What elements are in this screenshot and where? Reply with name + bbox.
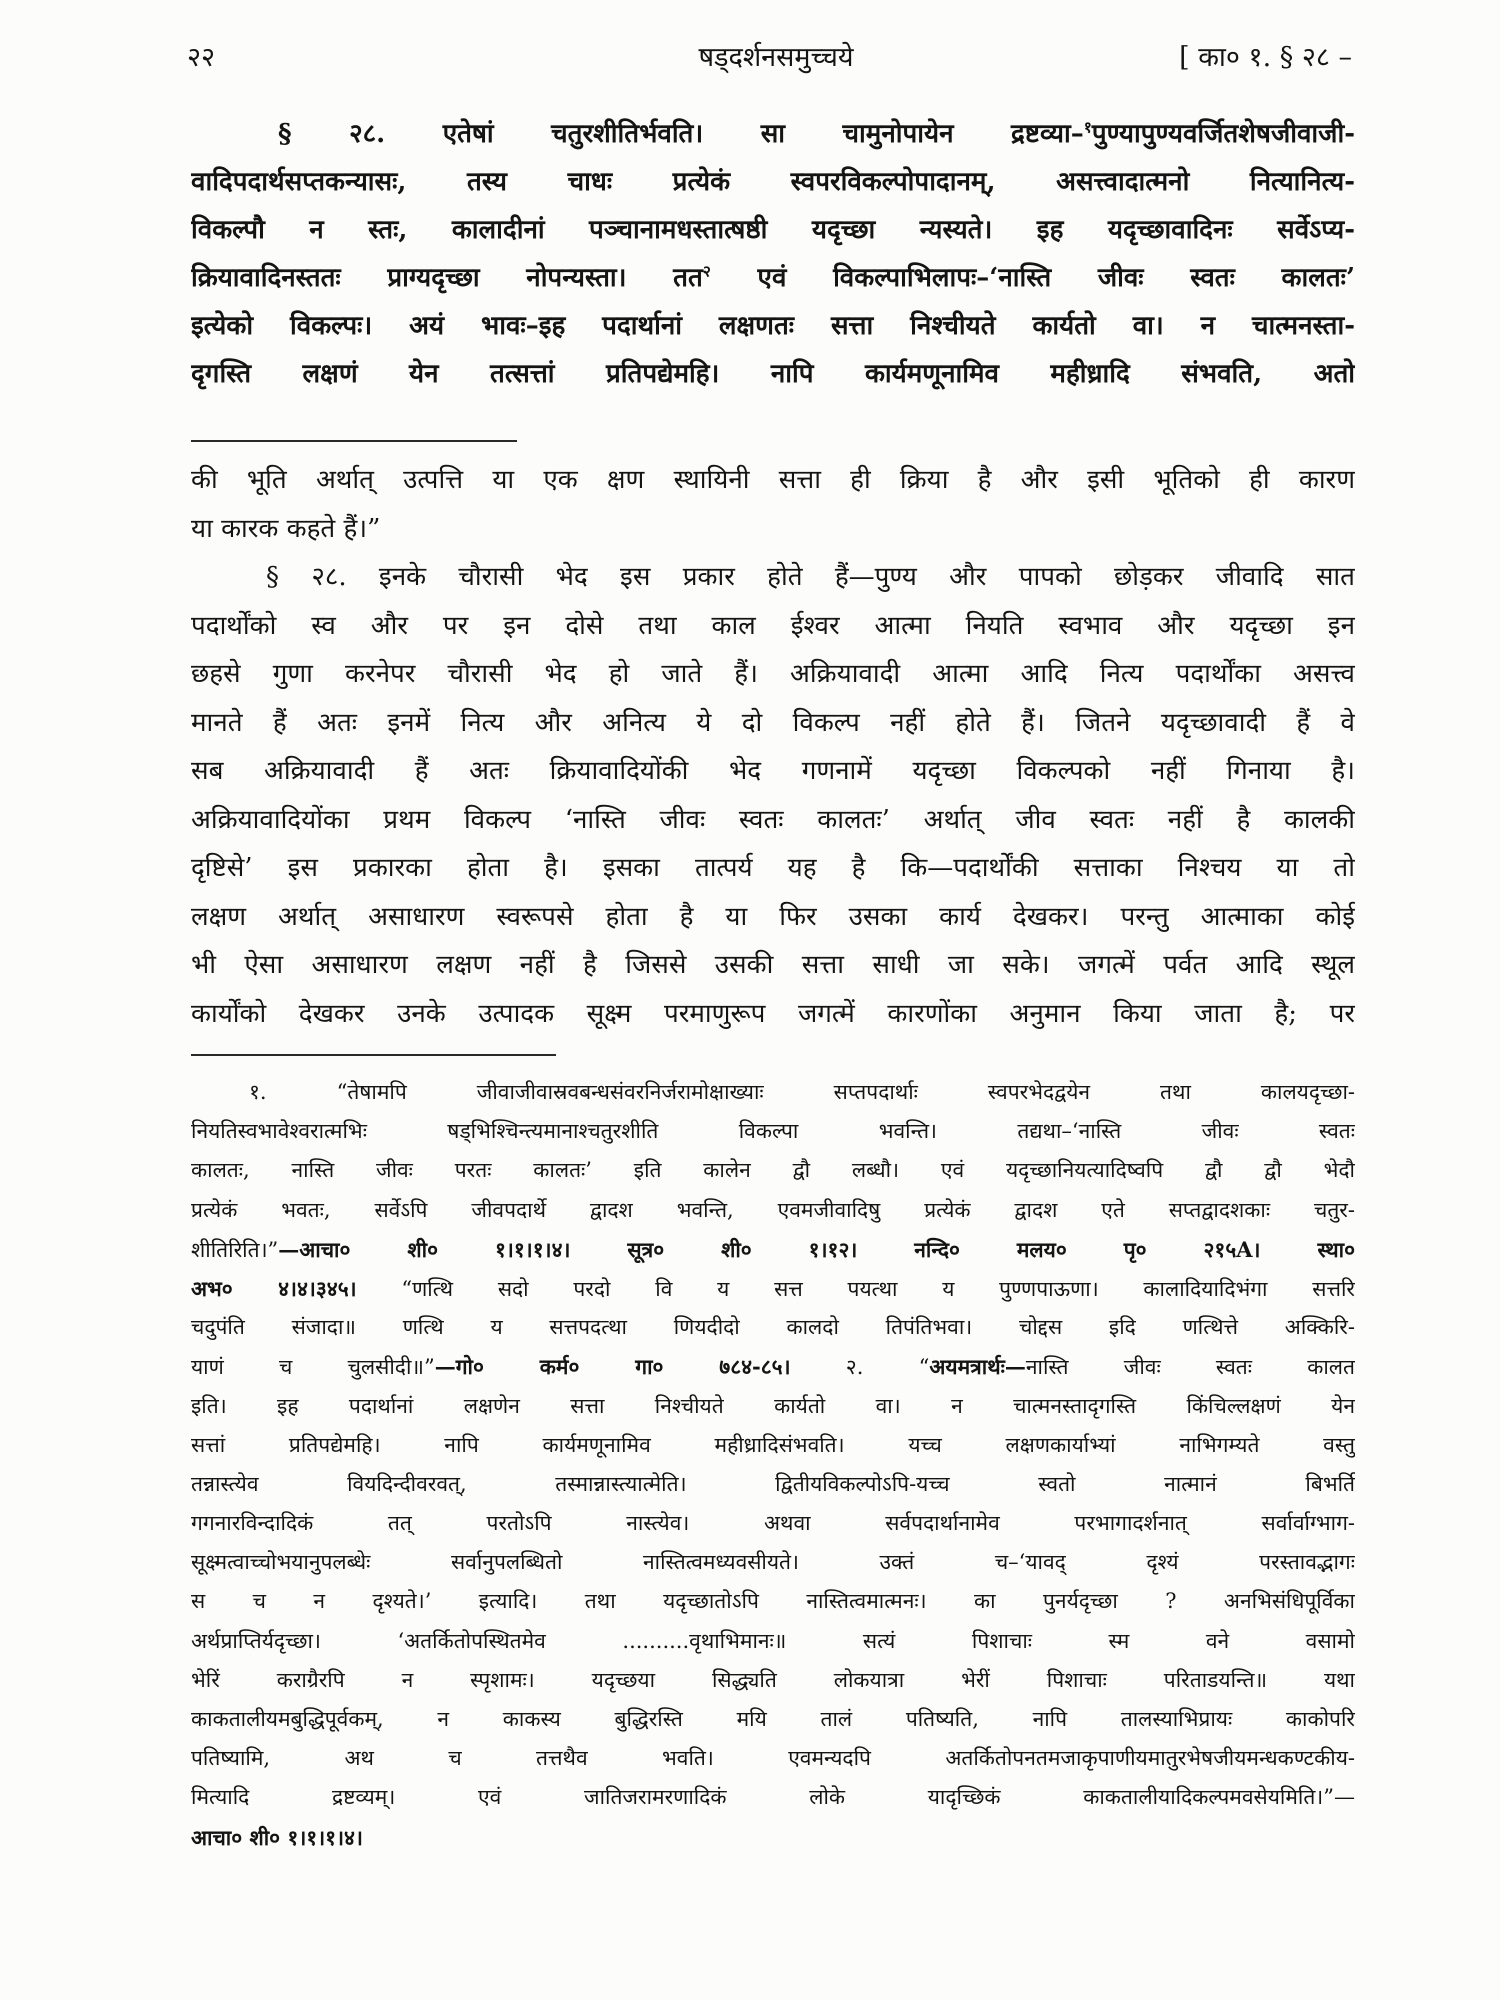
sanskrit-commentary (191, 110, 1355, 398)
line-text: “णत्थि सदो परदो वि य सत्त पयत्था य पुण्णपाऊणा। कालादियादिभंगा सत्तरि (356, 1276, 1355, 1301)
citation: अभ० ४।४।३४५। (191, 1275, 357, 1301)
footnote-divider (191, 1054, 556, 1056)
footnote-line: नियतिस्वभावेश्वरात्मभिः षड्भिश्चिन्त्यमानाश्चतुरशीति विकल्पा भवन्ति। तद्यथा–‘नास्ति जीवः स्वतः (191, 1119, 1355, 1144)
hindi-line: या कारक कहते हैं।” (191, 513, 381, 544)
citation: —गो० कर्म० गा० ७८४-८५। (434, 1354, 791, 1380)
footnote-line: सूक्ष्मत्वाच्चोभयानुपलब्धेः सर्वानुपलब्धितो नास्तित्वमध्यवसीयते। उक्तं च–‘यावद् दृश्यं परस्तावद्भागः (191, 1550, 1355, 1575)
footnote-line: चदुपंति संजादा॥ णत्थि य सत्तपदत्था णियदीदो कालदो तिपंतिभवा। चोद्दस इदि णत्थित्ते अक्किरि- (191, 1315, 1355, 1340)
footnote-line: प्रत्येकं भवतः, सर्वेऽपि जीवपदार्थे द्वादश भवन्ति, एवमजीवादिषु प्रत्येकं द्वादश एते सप्तद्वादशकाः चतुर- (191, 1197, 1355, 1222)
footnote-line (191, 1269, 1355, 1308)
footnote-line: इति। इह पदार्थानां लक्षणेन सत्ता निश्चीयते कार्यतो वा। न चात्मनस्तादृगस्ति किंचिल्लक्षणं येन (191, 1393, 1355, 1418)
sanskrit-line (191, 110, 1355, 158)
footnote-line: भेरिं कराग्रैरपि न स्पृशामः। यदृच्छया सिद्ध्यति लोकयात्रा भेरीं पिशाचाः परिताडयन्ति॥ यथा (191, 1667, 1355, 1692)
hindi-line: लक्षण अर्थात् असाधारण स्वरूपसे होता है या फिर उसका कार्य देखकर। परन्तु आत्माका कोई (191, 901, 1355, 932)
hindi-line: की भूति अर्थात् उत्पत्ति या एक क्षण स्थायिनी सत्ता ही क्रिया है और इसी भूतिको ही कारण (191, 465, 1355, 495)
hindi-line: अक्रियावादियोंका प्रथम विकल्प ‘नास्ति जीवः स्वतः कालतः’ अर्थात् जीव स्वतः नहीं है कालकी (191, 804, 1355, 835)
section-reference: [ का० १. § २८ – (1179, 42, 1352, 73)
footnote-line: सत्तां प्रतिपद्येमहि। नापि कार्यमणूनामिव महीध्रादिसंभवति। यच्च लक्षणकार्याभ्यां नाभिगम्यते वस्तु (191, 1432, 1355, 1457)
footnote-number: २. “ (790, 1355, 930, 1380)
hindi-translation (191, 456, 1355, 1038)
sanskrit-line: विकल्पौ न स्तः, कालादीनां पञ्चानामधस्तात्षष्ठी यदृच्छा न्यस्यते। इह यदृच्छावादिनः सर्वेऽप्य- (191, 215, 1355, 245)
section-divider (191, 440, 517, 442)
footnote-line: गगनारविन्दादिकं तत् परतोऽपि नास्त्येव। अथवा सर्वपदार्थानामेव परभागादर्शनात् सर्वार्वाग्भाग- (191, 1511, 1355, 1536)
citation: —आचा० शी० १।१।१।४। सूत्र० शी० १।१२। नन्दि० मलय० पृ० २१५A। स्था० (278, 1236, 1355, 1262)
footnote-line: पतिष्यामि, अथ च तत्तथैव भवति। एवमन्यदपि अतर्कितोपनतमजाकृपाणीयमातुरभेषजीयमन्धकण्टकीय- (191, 1746, 1355, 1771)
footnote-line: काकतालीयमबुद्धिपूर्वकम्, न काकस्य बुद्धिरस्ति मयि तालं पतिष्यति, नापि तालस्याभिप्रायः काकोपरि (191, 1707, 1355, 1731)
footnote-line: स च न दृश्यते।’ इत्यादि। तथा यदृच्छातोऽपि नास्तित्वमात्मनः। का पुनर्यदृच्छा ? अनभिसंधिपूर्विका (191, 1589, 1355, 1614)
footnote-ref-marker: १ (1083, 117, 1092, 137)
hindi-line: पदार्थोंको स्व और पर इन दोसे तथा काल ईश्वर आत्मा नियति स्वभाव और यदृच्छा इन (191, 610, 1355, 641)
footnote-line: तन्नास्त्येव वियदिन्दीवरवत्, तस्मान्नास्त्यात्मेति। द्वितीयविकल्पोऽपि-यच्च स्वतो नात्मानं बिभर्ति (191, 1471, 1355, 1496)
page-number: २२ (187, 42, 216, 73)
footnote-line (191, 1230, 1355, 1269)
hindi-line: छहसे गुणा करनेपर चौरासी भेद हो जाते हैं। अक्रियावादी आत्मा आदि नित्य पदार्थोंका असत्त्व (191, 659, 1355, 689)
hindi-line: मानते हैं अतः इनमें नित्य और अनित्य ये दो विकल्प नहीं होते हैं। जितने यदृच्छावादी हैं वे (191, 707, 1355, 738)
line-text: नास्ति जीवः स्वतः कालत (1025, 1355, 1355, 1380)
footnote-line: १. “तेषामपि जीवाजीवास्रवबन्धसंवरनिर्जरामोक्षाख्याः सप्तपदार्थाः स्वपरभेदद्वयेन तथा कालयदृच्छा- (249, 1080, 1355, 1104)
footnotes (191, 1073, 1355, 1857)
running-title: षड्दर्शनसमुच्चये (698, 42, 854, 73)
hindi-line: सब अक्रियावादी हैं अतः क्रियावादियोंकी भेद गणनामें यदृच्छा विकल्पको नहीं गिनाया है। (191, 756, 1355, 786)
footnote-citation-line: आचा० शी० १।१।१।४। (191, 1824, 363, 1850)
line-text: एवं विकल्पाभिलापः–‘नास्ति जीवः स्वतः कालतः’ (710, 263, 1355, 293)
sanskrit-line (191, 254, 1355, 302)
line-text: क्रियावादिनस्ततः प्राग्यदृच्छा नोपन्यस्ता। तत (191, 263, 703, 293)
line-text: पुण्यापुण्यवर्जितशेषजीवाजी- (1091, 119, 1355, 149)
footnote-line: कालतः, नास्ति जीवः परतः कालतः’ इति कालेन द्वौ लब्धौ। एवं यदृच्छानियत्यादिष्वपि द्वौ द्वौ भेदौ (191, 1158, 1355, 1183)
line-text: याणं च चुलसीदी॥” (191, 1355, 435, 1380)
sanskrit-line: इत्येको विकल्पः। अयं भावः–इह पदार्थानां लक्षणतः सत्ता निश्चीयते कार्यतो वा। न चात्मनस्ता- (191, 311, 1355, 341)
footnote-line: मित्यादि द्रष्टव्यम्। एवं जातिजरामरणादिकं लोके यादृच्छिकं काकतालीयादिकल्पमवसेयमिति।”— (191, 1785, 1355, 1810)
sanskrit-line: वादिपदार्थसप्तकन्यासः, तस्य चाधः प्रत्येकं स्वपरविकल्पोपादानम्, असत्त्वादात्मनो नित्यानित्य- (191, 167, 1355, 197)
hindi-line: कार्योंको देखकर उनके उत्पादक सूक्ष्म परमाणुरूप जगत्में कारणोंका अनुमान किया जाता है; पर (191, 998, 1355, 1029)
hindi-line: दृष्टिसे’ इस प्रकारका होता है। इसका तात्पर्य यह है कि—पदार्थोंकी सत्ताका निश्चय या तो (191, 853, 1355, 883)
hindi-line: § २८. इनके चौरासी भेद इस प्रकार होते हैं—पुण्य और पापको छोड़कर जीवादि सात (266, 562, 1355, 592)
sanskrit-line: दृगस्ति लक्षणं येन तत्सत्तां प्रतिपद्येमहि। नापि कार्यमणूनामिव महीध्रादि संभवति, अतो (191, 359, 1355, 389)
line-text: शीतिरिति।” (191, 1237, 279, 1262)
footnote-ref-marker: २ (702, 261, 711, 281)
footnote-line (191, 1347, 1355, 1386)
line-text: § २८. एतेषां चतुरशीतिर्भवति। सा चामुनोपायेन द्रष्टव्या– (278, 119, 1084, 149)
footnote-line: अर्थप्राप्तिर्यदृच्छा। ‘अतर्कितोपस्थितमेव ..........वृथाभिमानः॥ सत्यं पिशाचाः स्म वने वसामो (191, 1628, 1355, 1653)
footnote-lead: अयमत्रार्थः— (929, 1354, 1026, 1380)
hindi-line: भी ऐसा असाधारण लक्षण नहीं है जिससे उसकी सत्ता साधी जा सके। जगत्में पर्वत आदि स्थूल (191, 950, 1355, 980)
